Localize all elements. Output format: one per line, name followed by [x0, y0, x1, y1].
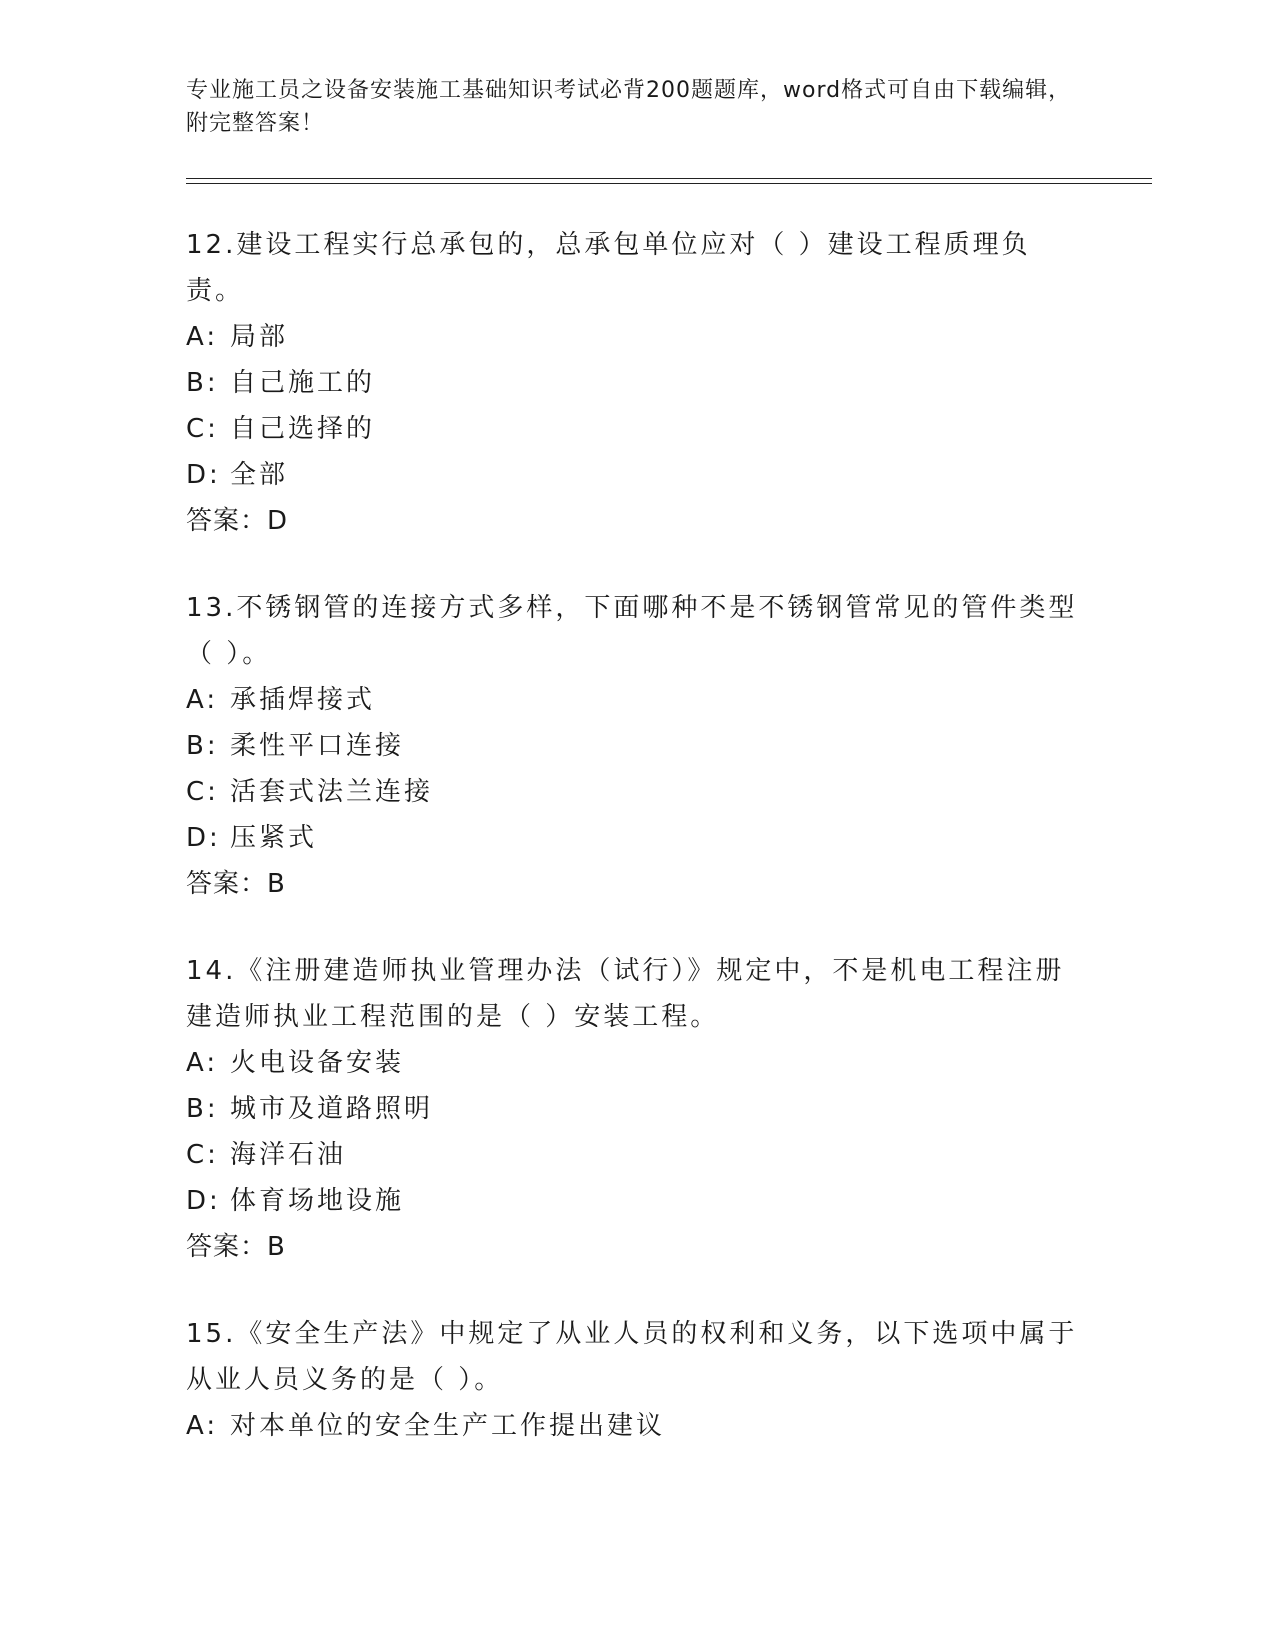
- option-key: C:: [186, 777, 219, 807]
- option-text: 火电设备安装: [230, 1048, 405, 1078]
- option-text: 承插焊接式: [230, 685, 376, 715]
- header-text: 专业施工员之设备安装施工基础知识考试必背200题题库，word格式可自由下载编辑，附完整答案！: [186, 78, 1072, 136]
- option-text: 全部: [230, 460, 289, 490]
- option-text: 局部: [230, 322, 289, 352]
- option-key: C:: [186, 1140, 219, 1170]
- option-b: [186, 360, 1086, 406]
- option-key: A:: [186, 1048, 219, 1078]
- option-text: 自己施工的: [230, 368, 376, 398]
- header-divider-bottom: [186, 183, 1152, 184]
- option-b: [186, 723, 1086, 769]
- option-text: 压紧式: [230, 823, 318, 853]
- document-header: [186, 74, 1086, 140]
- option-a: [186, 677, 1086, 723]
- option-d: [186, 815, 1086, 861]
- option-a: [186, 314, 1086, 360]
- header-divider-top: [186, 178, 1152, 179]
- answer-line: 答案：D: [186, 506, 289, 536]
- option-text: 活套式法兰连接: [230, 777, 434, 807]
- option-text: 柔性平口连接: [230, 731, 405, 761]
- question-stem: 14.《注册建造师执业管理办法（试行）》规定中，不是机电工程注册建造师执业工程范围的是（ ）安装工程。: [186, 956, 1065, 1032]
- option-key: B:: [186, 731, 219, 761]
- option-key: A:: [186, 322, 219, 352]
- question-14: [186, 948, 1086, 1270]
- option-a: [186, 1403, 1086, 1449]
- option-b: [186, 1086, 1086, 1132]
- question-stem: 15.《安全生产法》中规定了从业人员的权利和义务，以下选项中属于从业人员义务的是（ ）。: [186, 1319, 1078, 1395]
- question-15: [186, 1311, 1086, 1449]
- option-c: [186, 769, 1086, 815]
- question-stem: 12.建设工程实行总承包的，总承包单位应对（ ）建设工程质理负责。: [186, 230, 1031, 306]
- question-13: [186, 585, 1086, 907]
- option-key: A:: [186, 1411, 219, 1441]
- option-key: D:: [186, 460, 221, 490]
- answer-line: 答案：B: [186, 869, 286, 899]
- question-stem: 13.不锈钢管的连接方式多样，下面哪种不是不锈钢管常见的管件类型（ ）。: [186, 593, 1078, 669]
- option-key: C:: [186, 414, 219, 444]
- question-12: [186, 222, 1086, 544]
- option-text: 自己选择的: [230, 414, 376, 444]
- option-c: [186, 1132, 1086, 1178]
- option-key: A:: [186, 685, 219, 715]
- option-a: [186, 1040, 1086, 1086]
- option-key: B:: [186, 368, 219, 398]
- option-d: [186, 1178, 1086, 1224]
- option-d: [186, 452, 1086, 498]
- option-text: 体育场地设施: [230, 1186, 405, 1216]
- answer-line: 答案：B: [186, 1232, 286, 1262]
- option-text: 海洋石油: [230, 1140, 347, 1170]
- option-key: D:: [186, 1186, 221, 1216]
- option-c: [186, 406, 1086, 452]
- option-key: D:: [186, 823, 221, 853]
- option-text: 城市及道路照明: [230, 1094, 434, 1124]
- option-text: 对本单位的安全生产工作提出建议: [230, 1411, 666, 1441]
- option-key: B:: [186, 1094, 219, 1124]
